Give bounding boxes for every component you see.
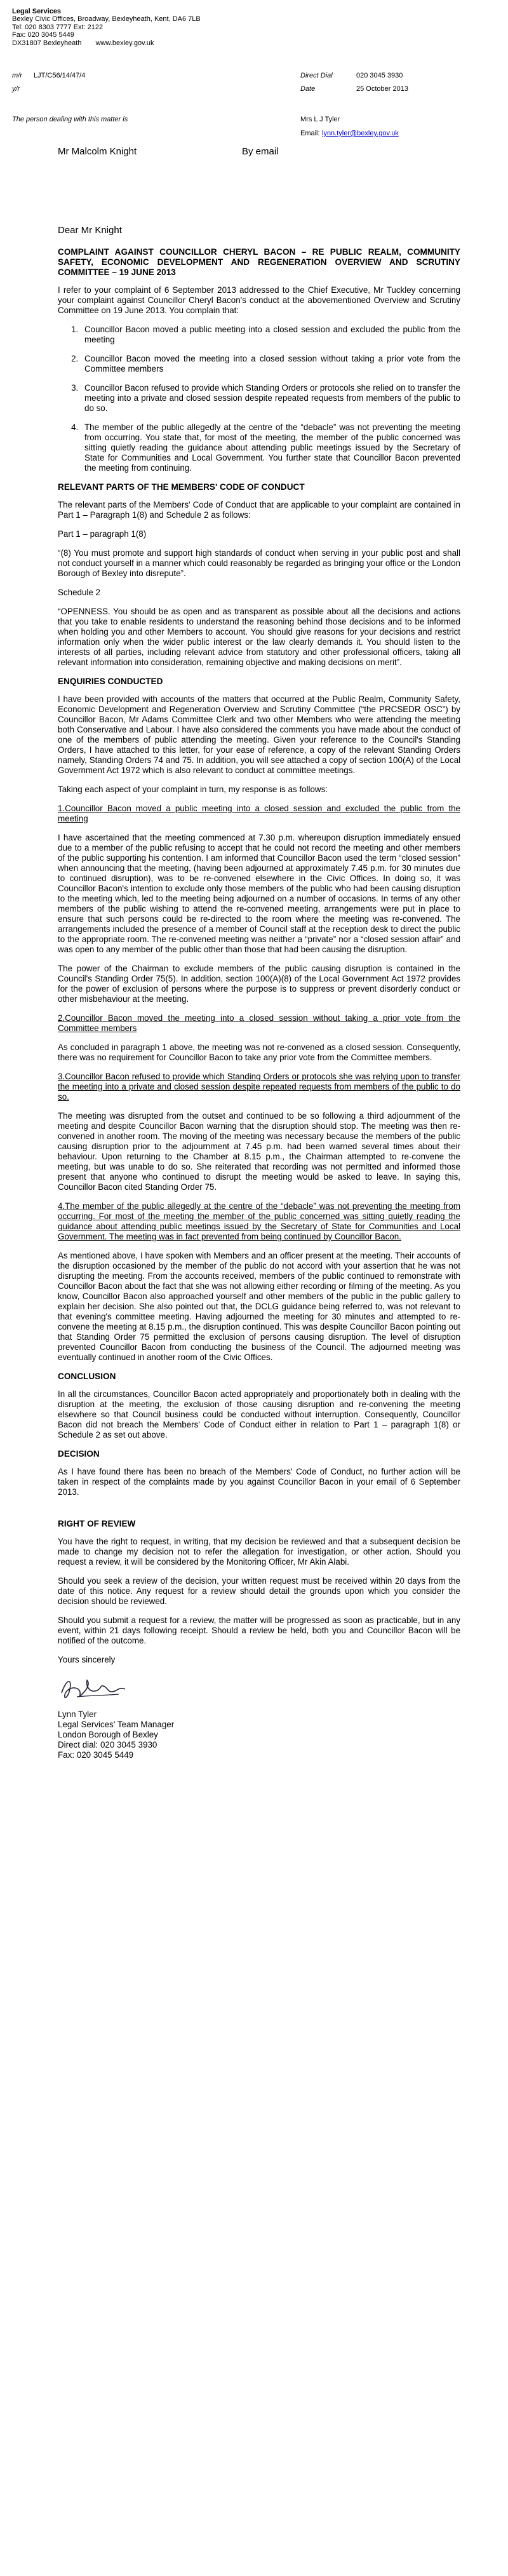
intro-paragraph: I refer to your complaint of 6 September 2013 addressed to the Chief Executive, Mr Tuckley concerning your complaint against Councillor Cheryl Bacon's conduct at the abovementioned Overview and Scrutiny Committee on 19 June 2013. You complain that: (58, 285, 460, 315)
heading-decision: DECISION (58, 1449, 100, 1459)
letterhead-dept: Legal Services (12, 8, 62, 15)
direct-dial-value: 020 3045 3930 (356, 72, 403, 79)
your-ref-label: y/r (12, 85, 20, 93)
decision-text: As I have found there has been no breach of the Members' Code of Conduct, no further action will be taken in respect of the complaints made by you against Councillor Bacon in your email of 6 September 2013. (58, 1467, 460, 1497)
heading-enquiries: ENQUIRIES CONDUCTED (58, 677, 163, 686)
complaint-2-para-1: As concluded in paragraph 1 above, the meeting was not re-convened as a closed session. Consequently, there was no requirement for Councillor Bacon to take any prior vote from the Committee members. (58, 1042, 460, 1062)
dealing-label: The person dealing with this matter is (12, 116, 128, 123)
code-intro: The relevant parts of the Members' Code of Conduct that are applicable to your complaint are contained in Part 1 – Paragraph 1(8) and Schedule 2 as follows: (58, 500, 460, 520)
letterhead-address: Bexley Civic Offices, Broadway, Bexleyheath, Kent, DA6 7LB (12, 15, 201, 24)
signature-block (58, 1709, 460, 1760)
complaint-4-para-1: As mentioned above, I have spoken with Members and an officer present at the meeting. Their accounts of the disruption occasioned by the member of the public do not accord with your assertion that he was not disrupting the meeting. From the accounts received, members of the public continued to remonstrate with Councillor Bacon about the fact that she was not allowing either recording or filming of the meeting. As you know, Councillor Bacon also approached yourself and other members of the public in the public gallery to explain her decision. She also pointed out that, the DCLG guidance being referred to, was not relevant to that evening's committee meeting. Having adjourned the meeting for 30 minutes and attempted to re-convene the meeting at 8.15 p.m., the disruption continued. This was despite Councillor Bacon pointing out that Standing Order 75 permitted the exclusion of persons causing disruption. The level of disruption prevented Councillor Bacon from conducting the business of the Council. The adjourned meeting was eventually continued in another room of the Civic Offices. (58, 1251, 460, 1362)
salutation: Dear Mr Knight (58, 225, 122, 236)
review-para-2: Should you seek a review of the decision, your written request must be received within 20 days from the date of this notice. Any request for a review should detail the grounds upon which you consider the decision should be reviewed. (58, 1576, 460, 1606)
my-ref-label: m/r (12, 72, 22, 79)
list-item: 2. Councillor Bacon moved the meeting into a closed session without taking a prior vote from the Committee members (81, 354, 460, 374)
signature (58, 1674, 460, 1706)
letterhead-dx-web (12, 39, 201, 47)
delivery-method: By email (242, 146, 279, 157)
part1-text: “(8) You must promote and support high standards of conduct when serving in your public post and shall not conduct yourself in a manner which could reasonably be regarded as bringing your office or the London Borough of Bexley into disrepute”. (58, 548, 460, 578)
signatory-dial: Direct dial: 020 3045 3930 (58, 1740, 157, 1750)
review-para-1: You have the right to request, in writing, that my decision be reviewed and that a subsequent decision be made to change my decision not to refer the allegation for investigation, or other action. Should you request a review, it will be considered by the Monitoring Officer, Mr Akin Alabi. (58, 1537, 460, 1567)
complaint-3-heading: 3.Councillor Bacon refused to provide which Standing Orders or protocols she was relying upon to transfer the meeting into a private and closed session despite repeated requests from members of the public to do so. (58, 1072, 460, 1102)
signatory-fax: Fax: 020 3045 5449 (58, 1750, 134, 1760)
signatory-title: Legal Services' Team Manager (58, 1720, 175, 1729)
letterhead-fax: Fax: 020 3045 5449 (12, 31, 74, 39)
addressee (58, 146, 279, 157)
complaint-3-para-1: The meeting was disrupted from the outset and continued to be so following a third adjournment of the meeting and despite Councillor Bacon warning that the disruption should stop. The meeting was then re-convened in another room. The moving of the meeting was necessary because the members of the public causing disruption prior to the adjournment at 7.45 p.m. had been warned several times about their behaviour. Upon returning to the Chamber at 8.15 p.m., the Chairman attempted to re-convene the meeting, but was unable to do so. She reiterated that recording was not permitted and informed those present that anyone who continued to disrupt the meeting would be asked to leave. In saying this, Councillor Bacon cited Standing Order 75. (58, 1111, 460, 1192)
list-item: 3. Councillor Bacon refused to provide which Standing Orders or protocols she relied on to transfer the meeting into a private and closed session despite repeated requests from members of the public to do so. (81, 383, 460, 414)
part1-label: Part 1 – paragraph 1(8) (58, 529, 147, 539)
direct-dial-label: Direct Dial (300, 72, 333, 79)
complaint-1-heading: 1.Councillor Bacon moved a public meeting into a closed session and excluded the public from the meeting (58, 804, 460, 823)
dealing-email-value[interactable]: lynn.tyler@bexley.gov.uk (322, 130, 399, 137)
signature-scribble (58, 1674, 128, 1703)
complaint-1-para-2: The power of the Chairman to exclude members of the public causing disruption is contained in the Council's Standing Order 75(5). In addition, section 100(A)(8) of the Local Government Act 1972 provides for the power of exclusion of persons where the purpose is to suppress or prevent disorderly conduct or other misbehaviour at the meeting. (58, 964, 460, 1004)
schedule2-text: “OPENNESS. You should be as open and as transparent as possible about all the decisions and actions that you take to enable residents to understand the reasoning behind those decisions and to be informed when holding you and other Members to account. You should give reasons for your decisions and restrict information only when the wider public interest or the law clearly demands it. You should listen to the interests of all parties, including relevant advice from statutory and other professional officers, taking all relevant information into consideration, remaining objective and making decisions on merit”. (58, 607, 460, 667)
addressee-name: Mr Malcolm Knight (58, 146, 137, 157)
letterhead-web: www.bexley.gov.uk (95, 39, 154, 47)
enquiries-text: I have been provided with accounts of the matters that occurred at the Public Realm, Community Safety, Economic Development and Regeneration Overview and Scrutiny Committee (“the PRCSEDR OSC”) by Councillor Bacon, Mr Adams Committee Clerk and two other Members who were attending the meeting both Conservative and Labour. I have also considered the comments you have made about the conduct of one of the members of public attending the meeting. Given your reference to the Council's Standing Orders, I have attached to this letter, for your ease of reference, a copy of the relevant Standing Orders namely, Standing Orders 74 and 75. In addition, you will see attached a copy of section 100(A) of the Local Government Act 1972 which is also relevant to conduct at committee meetings. (58, 694, 460, 775)
letterhead-tel: Tel: 020 8303 7777 Ext: 2122 (12, 23, 104, 31)
list-item: 4. The member of the public allegedly at the centre of the “debacle” was not preventing the meeting from occurring. You state that, for most of the meeting, the member of the public concerned was sitting quietly reading the guidance about attending public meetings issued by the Secretary of State for Communities and Local Government. You further state that Councillor Bacon prevented the meeting from continuing. (81, 422, 460, 473)
heading-code-of-conduct: RELEVANT PARTS OF THE MEMBERS' CODE OF CONDUCT (58, 482, 305, 492)
letter-body (58, 226, 460, 1760)
letterhead-dx: DX31807 Bexleyheath (12, 39, 82, 47)
my-ref-value: LJT/C56/14/47/4 (34, 72, 86, 79)
closing: Yours sincerely (58, 1655, 116, 1664)
list-item: 1. Councillor Bacon moved a public meeting into a closed session and excluded the public from the meeting (81, 325, 460, 345)
complaint-2-heading: 2.Councillor Bacon moved the meeting into a closed session without taking a prior vote from the Committee members (58, 1013, 460, 1033)
dealing-email-link[interactable] (322, 130, 399, 137)
complaint-4-heading: 4.The member of the public allegedly at the centre of the “debacle” was not preventing the meeting from occurring. For most of the meeting the member of the public concerned was sitting quietly reading the guidance about attending public meetings issued by the Secretary of State for Communities and Local Government. The meeting was in fact prevented from being continued by Councillor Bacon. (58, 1201, 460, 1241)
signatory-org: London Borough of Bexley (58, 1730, 158, 1739)
conclusion-text: In all the circumstances, Councillor Bacon acted appropriately and proportionately both in dealing with the disruption at the meeting, the exclusion of those causing disruption and re-convening the meeting elsewhere so that Council business could be conducted without interruption. Consequently, Councillor Bacon did not breach the Members' Code of Conduct either in relation to Part 1 – paragraph 1(8) or Schedule 2 as set out above. (58, 1389, 460, 1440)
schedule2-label: Schedule 2 (58, 588, 101, 597)
heading-right-of-review: RIGHT OF REVIEW (58, 1519, 136, 1528)
dealing-email-label: Email: (300, 130, 320, 137)
complaint-1-para-1: I have ascertained that the meeting commenced at 7.30 p.m. whereupon disruption immediately ensued due to a member of the public refusing to accept that he could not record the meeting and other members of the public supporting his contention. I am informed that Councillor Bacon used the term “closed session” when announcing that the meeting, (having been adjourned at approximately 7.45 p.m. for 30 minutes due to continued disruption), was to be re-convened elsewhere in the Civic Offices. In doing so, it was Councillor Bacon's intention to exclude only those members of the public who had been causing disruption to the meeting which, led to the meeting being adjourned on a number of occasions. In terms of any other members of the public wishing to attend the re-convened meeting, arrangements were put in place to ensure that such persons could be re-directed to the room where the meeting was re-convened. The arrangements included the presence of a member of Council staff at the reception desk to direct the public to the appropriate room. The re-convened meeting was neither a “private” nor a “closed session affair” and was open to any member of the public other than those that had been causing the disruption. (58, 833, 460, 954)
signatory-name: Lynn Tyler (58, 1709, 97, 1719)
subject-heading: COMPLAINT AGAINST COUNCILLOR CHERYL BACON – RE PUBLIC REALM, COMMUNITY SAFETY, ECONOMIC DEVELOPMENT AND REGENERATION OVERVIEW AND SCRUTINY COMMITTEE – 19 JUNE 2013 (58, 247, 460, 277)
complaints-list (58, 325, 460, 473)
date-label: Date (300, 85, 316, 93)
dealing-name: Mrs L J Tyler (300, 116, 340, 123)
letterhead (12, 8, 201, 47)
date-value: 25 October 2013 (356, 85, 408, 93)
heading-conclusion: CONCLUSION (58, 1372, 116, 1381)
review-para-3: Should you submit a request for a review, the matter will be progressed as soon as practicable, but in any event, within 21 days following receipt. Should a review be held, both you and Councillor Bacon will be notified of the outcome. (58, 1615, 460, 1645)
taking-each-aspect: Taking each aspect of your complaint in turn, my response is as follows: (58, 785, 328, 794)
references (12, 72, 495, 98)
